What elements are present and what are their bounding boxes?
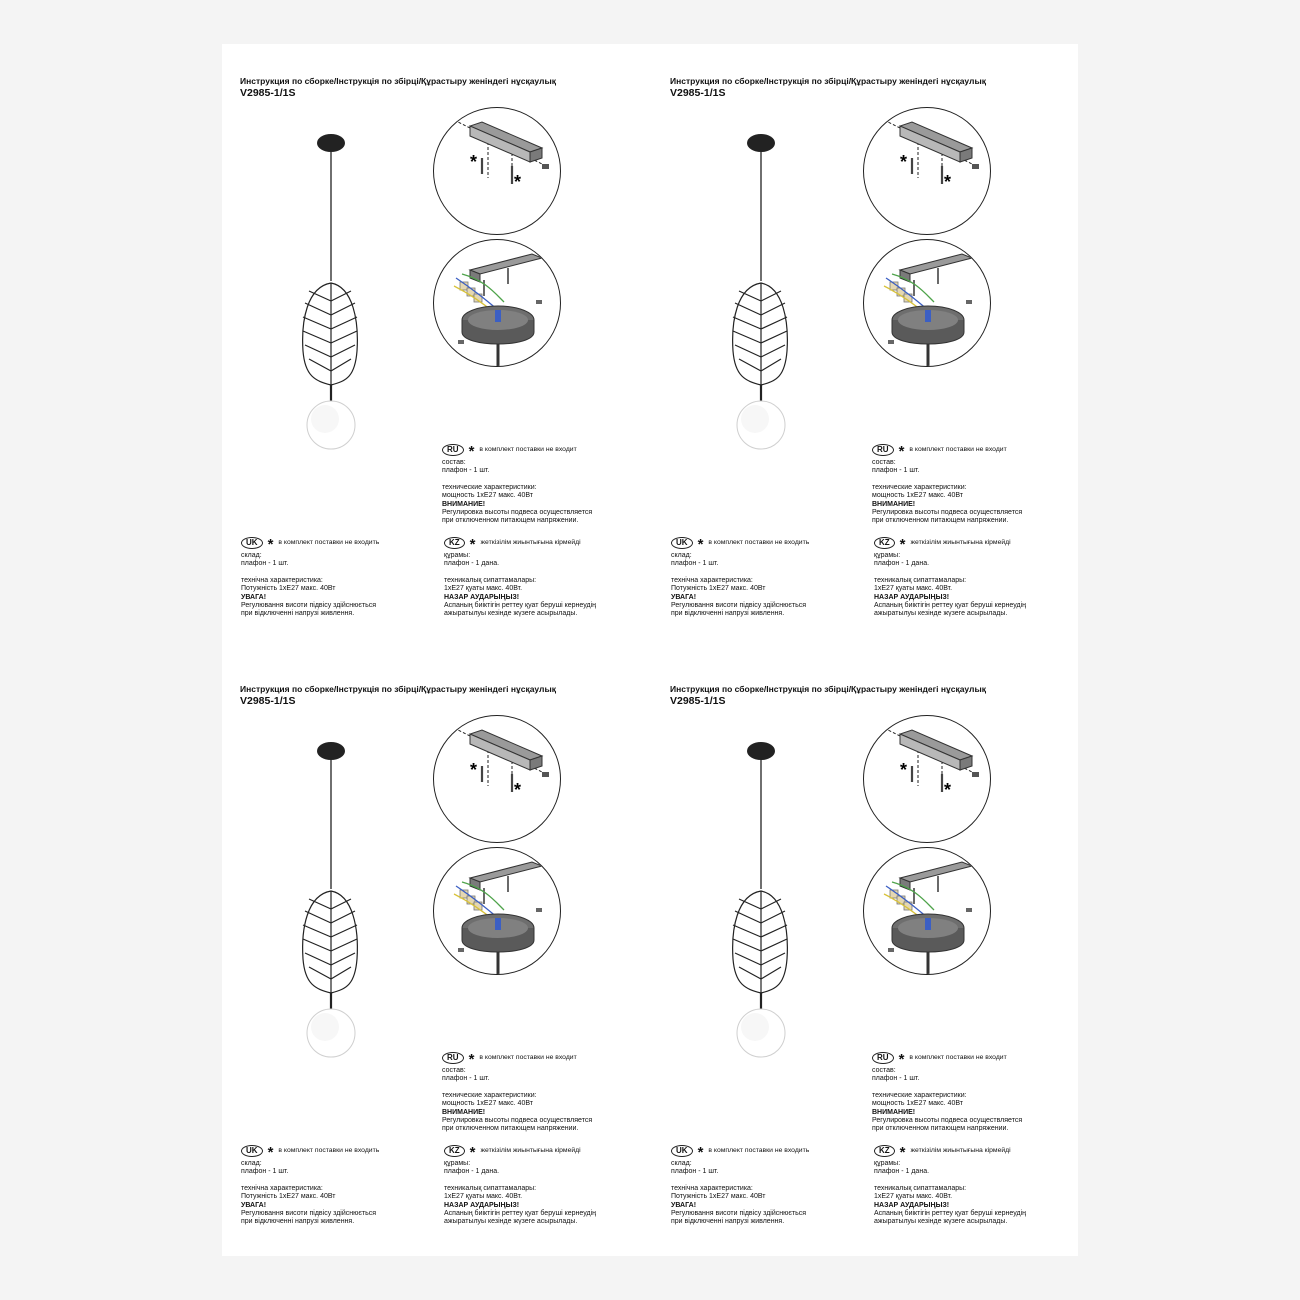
ru-excluded-note: в комплект поставки не входит: [479, 1053, 577, 1061]
excluded-star-mark: *: [900, 760, 908, 780]
ru-line: состав:: [442, 459, 466, 466]
uk-section: [241, 1144, 379, 1227]
uk-line: склад:: [241, 1160, 262, 1167]
kz-line: плафон - 1 дана.: [444, 1168, 500, 1176]
uk-spec: технічна характеристика:: [671, 1184, 753, 1192]
pendant-lamp-illustration: [725, 131, 805, 461]
uk-line: плафон - 1 шт.: [671, 1168, 719, 1176]
ceiling-canopy: [747, 134, 775, 152]
instruction-panel: [240, 76, 670, 676]
ru-spec: при отключенном питающем напряжении.: [872, 1125, 1009, 1133]
kz-warning: НАЗАР АУДАРЫҢЫЗ!: [874, 593, 950, 601]
excluded-star-mark: *: [514, 172, 522, 192]
star-icon: *: [468, 1051, 475, 1068]
uk-language-badge: UK: [241, 1145, 263, 1157]
ru-line: состав:: [872, 1067, 896, 1074]
bracket-mount-detail: [433, 715, 561, 843]
uk-spec: Регулювання висоти підвісу здійснюється: [241, 1210, 377, 1218]
uk-language-badge: UK: [241, 537, 263, 549]
kz-spec: техникалық сипаттамалары:: [444, 1184, 537, 1192]
excluded-star-mark: *: [944, 172, 952, 192]
ru-spec: мощность 1xE27 макс. 40Вт: [442, 492, 533, 500]
kz-language-badge: KZ: [444, 1145, 465, 1157]
model-code: V2985-1/1S: [670, 87, 726, 99]
kz-spec: ажыратылуы кезінде жүзеге асырылады.: [444, 610, 578, 618]
kz-warning: НАЗАР АУДАРЫҢЫЗ!: [874, 1201, 950, 1209]
ru-spec: при отключенном питающем напряжении.: [442, 517, 579, 525]
star-icon: *: [898, 443, 905, 460]
kz-language-badge: KZ: [874, 537, 895, 549]
uk-warning: УВАГА!: [671, 593, 697, 601]
kz-line: құрамы:: [874, 1160, 901, 1167]
kz-line: плафон - 1 дана.: [874, 560, 930, 568]
ru-line: плафон - 1 шт.: [442, 467, 490, 475]
model-code: V2985-1/1S: [670, 695, 726, 707]
star-icon: *: [267, 1144, 274, 1161]
mounting-bracket: [470, 862, 542, 882]
uk-section: [671, 536, 809, 619]
kz-excluded-note: жеткізілім жиынтығына кірмейді: [480, 1146, 581, 1154]
ru-warning: ВНИМАНИЕ!: [872, 1108, 916, 1116]
kz-spec: 1xE27 қуаты макс. 40Вт.: [444, 585, 523, 593]
uk-spec: технічна характеристика:: [241, 1184, 323, 1192]
ru-spec: Регулировка высоты подвеса осуществляется: [442, 509, 593, 517]
uk-line: плафон - 1 шт.: [241, 1168, 289, 1176]
instruction-title: Инструкция по сборке/Інструкція по збірці/Құрастыру женіндегі нұсқаулық: [670, 76, 986, 86]
kz-line: құрамы:: [444, 1160, 471, 1167]
kz-section: [444, 536, 596, 619]
uk-spec: Регулювання висоти підвісу здійснюється: [671, 1210, 807, 1218]
bracket-mount-detail: [863, 715, 991, 843]
terminal-block: [460, 282, 482, 302]
kz-spec: 1xE27 қуаты макс. 40Вт.: [444, 1193, 523, 1201]
ru-spec: технические характеристики:: [872, 483, 967, 491]
uk-spec: Потужність 1xE27 макс. 40Вт: [241, 1193, 336, 1201]
leaf-frame: [303, 891, 358, 1001]
uk-spec: технічна характеристика:: [241, 576, 323, 584]
kz-spec: ажыратылуы кезінде жүзеге асырылады.: [444, 1218, 578, 1226]
uk-warning: УВАГА!: [671, 1201, 697, 1209]
uk-language-badge: UK: [671, 1145, 693, 1157]
pendant-lamp-illustration: [295, 739, 375, 1069]
kz-section: [874, 536, 1026, 619]
leaf-frame: [303, 283, 358, 393]
ceiling-canopy: [317, 134, 345, 152]
uk-line: плафон - 1 шт.: [671, 560, 719, 568]
ru-section: [442, 443, 592, 526]
ru-line: плафон - 1 шт.: [872, 467, 920, 475]
instruction-title: Инструкция по сборке/Інструкція по збірці/Құрастыру женіндегі нұсқаулық: [240, 76, 556, 86]
uk-spec: Потужність 1xE27 макс. 40Вт: [671, 1193, 766, 1201]
ru-line: плафон - 1 шт.: [442, 1075, 490, 1083]
uk-excluded-note: в комплект поставки не входить: [278, 1146, 380, 1154]
star-icon: *: [898, 1051, 905, 1068]
kz-spec: Аспаның биіктігін реттеу қуат беруші кернеудің: [444, 1210, 597, 1218]
uk-spec: Потужність 1xE27 макс. 40Вт: [671, 585, 766, 593]
star-icon: *: [697, 536, 704, 553]
ceiling-canopy: [747, 742, 775, 760]
mounting-bracket: [470, 254, 542, 274]
bracket-mount-detail: [433, 107, 561, 235]
uk-section: [241, 536, 379, 619]
kz-spec: Аспаның биіктігін реттеу қуат беруші кернеудің: [874, 1210, 1027, 1218]
kz-language-badge: KZ: [444, 537, 465, 549]
ru-excluded-note: в комплект поставки не входит: [479, 445, 577, 453]
star-icon: *: [899, 1144, 906, 1161]
ru-line: плафон - 1 шт.: [872, 1075, 920, 1083]
terminal-block: [890, 282, 912, 302]
kz-spec: ажыратылуы кезінде жүзеге асырылады.: [874, 1218, 1008, 1226]
kz-warning: НАЗАР АУДАРЫҢЫЗ!: [444, 1201, 520, 1209]
kz-spec: техникалық сипаттамалары:: [874, 576, 967, 584]
kz-line: құрамы:: [874, 552, 901, 559]
star-icon: *: [267, 536, 274, 553]
uk-spec: Потужність 1xE27 макс. 40Вт: [241, 585, 336, 593]
uk-language-badge: UK: [671, 537, 693, 549]
instruction-title: Инструкция по сборке/Інструкція по збірці/Құрастыру женіндегі нұсқаулық: [240, 684, 556, 694]
uk-line: плафон - 1 шт.: [241, 560, 289, 568]
ru-spec: Регулировка высоты подвеса осуществляется: [872, 509, 1023, 517]
canopy-wiring-detail: [433, 239, 561, 367]
ru-language-badge: RU: [442, 1052, 464, 1064]
model-code: V2985-1/1S: [240, 87, 296, 99]
kz-spec: 1xE27 қуаты макс. 40Вт.: [874, 1193, 953, 1201]
uk-warning: УВАГА!: [241, 593, 267, 601]
ru-spec: Регулировка высоты подвеса осуществляется: [872, 1117, 1023, 1125]
ru-warning: ВНИМАНИЕ!: [442, 1108, 486, 1116]
kz-section: [874, 1144, 1026, 1227]
uk-excluded-note: в комплект поставки не входить: [278, 538, 380, 546]
kz-line: плафон - 1 дана.: [444, 560, 500, 568]
ru-spec: при отключенном питающем напряжении.: [442, 1125, 579, 1133]
star-icon: *: [697, 1144, 704, 1161]
kz-spec: техникалық сипаттамалары:: [444, 576, 537, 584]
instruction-panel: [670, 76, 1100, 676]
kz-spec: Аспаның биіктігін реттеу қуат беруші кернеудің: [444, 602, 597, 610]
terminal-block: [890, 890, 912, 910]
star-icon: *: [899, 536, 906, 553]
ru-language-badge: RU: [872, 1052, 894, 1064]
uk-spec: Регулювання висоти підвісу здійснюється: [671, 602, 807, 610]
ru-section: [442, 1051, 592, 1134]
mounting-bracket: [900, 862, 972, 882]
star-icon: *: [469, 536, 476, 553]
uk-warning: УВАГА!: [241, 1201, 267, 1209]
excluded-star-mark: *: [514, 780, 522, 800]
star-icon: *: [469, 1144, 476, 1161]
star-icon: *: [468, 443, 475, 460]
kz-excluded-note: жеткізілім жиынтығына кірмейді: [910, 1146, 1011, 1154]
kz-section: [444, 1144, 596, 1227]
kz-warning: НАЗАР АУДАРЫҢЫЗ!: [444, 593, 520, 601]
mounting-bracket: [900, 254, 972, 274]
canopy-wiring-detail: [863, 239, 991, 367]
uk-line: склад:: [241, 552, 262, 559]
kz-excluded-note: жеткізілім жиынтығына кірмейді: [910, 538, 1011, 546]
kz-spec: ажыратылуы кезінде жүзеге асырылады.: [874, 610, 1008, 618]
ru-excluded-note: в комплект поставки не входит: [909, 1053, 1007, 1061]
kz-excluded-note: жеткізілім жиынтығына кірмейді: [480, 538, 581, 546]
excluded-star-mark: *: [470, 760, 478, 780]
ru-line: состав:: [442, 1067, 466, 1074]
kz-line: құрамы:: [444, 552, 471, 559]
excluded-star-mark: *: [470, 152, 478, 172]
ru-section: [872, 443, 1022, 526]
ru-section: [872, 1051, 1022, 1134]
kz-spec: 1xE27 қуаты макс. 40Вт.: [874, 585, 953, 593]
kz-language-badge: KZ: [874, 1145, 895, 1157]
leaf-frame: [733, 891, 788, 1001]
ru-warning: ВНИМАНИЕ!: [442, 500, 486, 508]
ru-line: состав:: [872, 459, 896, 466]
ru-spec: технические характеристики:: [442, 1091, 537, 1099]
terminal-block: [460, 890, 482, 910]
uk-section: [671, 1144, 809, 1227]
excluded-star-mark: *: [944, 780, 952, 800]
uk-spec: при відключенні напрузі живлення.: [241, 1218, 355, 1226]
pendant-lamp-illustration: [725, 739, 805, 1069]
uk-spec: при відключенні напрузі живлення.: [241, 610, 355, 618]
kz-spec: техникалық сипаттамалары:: [874, 1184, 967, 1192]
ru-language-badge: RU: [872, 444, 894, 456]
ceiling-canopy: [317, 742, 345, 760]
uk-spec: Регулювання висоти підвісу здійснюється: [241, 602, 377, 610]
instruction-title: Инструкция по сборке/Інструкція по збірці/Құрастыру женіндегі нұсқаулық: [670, 684, 986, 694]
ru-spec: мощность 1xE27 макс. 40Вт: [872, 1100, 963, 1108]
ru-warning: ВНИМАНИЕ!: [872, 500, 916, 508]
uk-excluded-note: в комплект поставки не входить: [708, 1146, 810, 1154]
model-code: V2985-1/1S: [240, 695, 296, 707]
ru-spec: при отключенном питающем напряжении.: [872, 517, 1009, 525]
instruction-panel: [670, 684, 1100, 1284]
kz-line: плафон - 1 дана.: [874, 1168, 930, 1176]
instruction-panel: [240, 684, 670, 1284]
canopy-wiring-detail: [863, 847, 991, 975]
uk-spec: технічна характеристика:: [671, 576, 753, 584]
ru-spec: мощность 1xE27 макс. 40Вт: [872, 492, 963, 500]
ru-spec: технические характеристики:: [872, 1091, 967, 1099]
uk-excluded-note: в комплект поставки не входить: [708, 538, 810, 546]
uk-spec: при відключенні напрузі живлення.: [671, 610, 785, 618]
uk-line: склад:: [671, 552, 692, 559]
uk-line: склад:: [671, 1160, 692, 1167]
excluded-star-mark: *: [900, 152, 908, 172]
ru-spec: Регулировка высоты подвеса осуществляется: [442, 1117, 593, 1125]
ru-excluded-note: в комплект поставки не входит: [909, 445, 1007, 453]
kz-spec: Аспаның биіктігін реттеу қуат беруші кернеудің: [874, 602, 1027, 610]
ru-language-badge: RU: [442, 444, 464, 456]
ru-spec: мощность 1xE27 макс. 40Вт: [442, 1100, 533, 1108]
leaf-frame: [733, 283, 788, 393]
canopy-wiring-detail: [433, 847, 561, 975]
pendant-lamp-illustration: [295, 131, 375, 461]
uk-spec: при відключенні напрузі живлення.: [671, 1218, 785, 1226]
bracket-mount-detail: [863, 107, 991, 235]
ru-spec: технические характеристики:: [442, 483, 537, 491]
